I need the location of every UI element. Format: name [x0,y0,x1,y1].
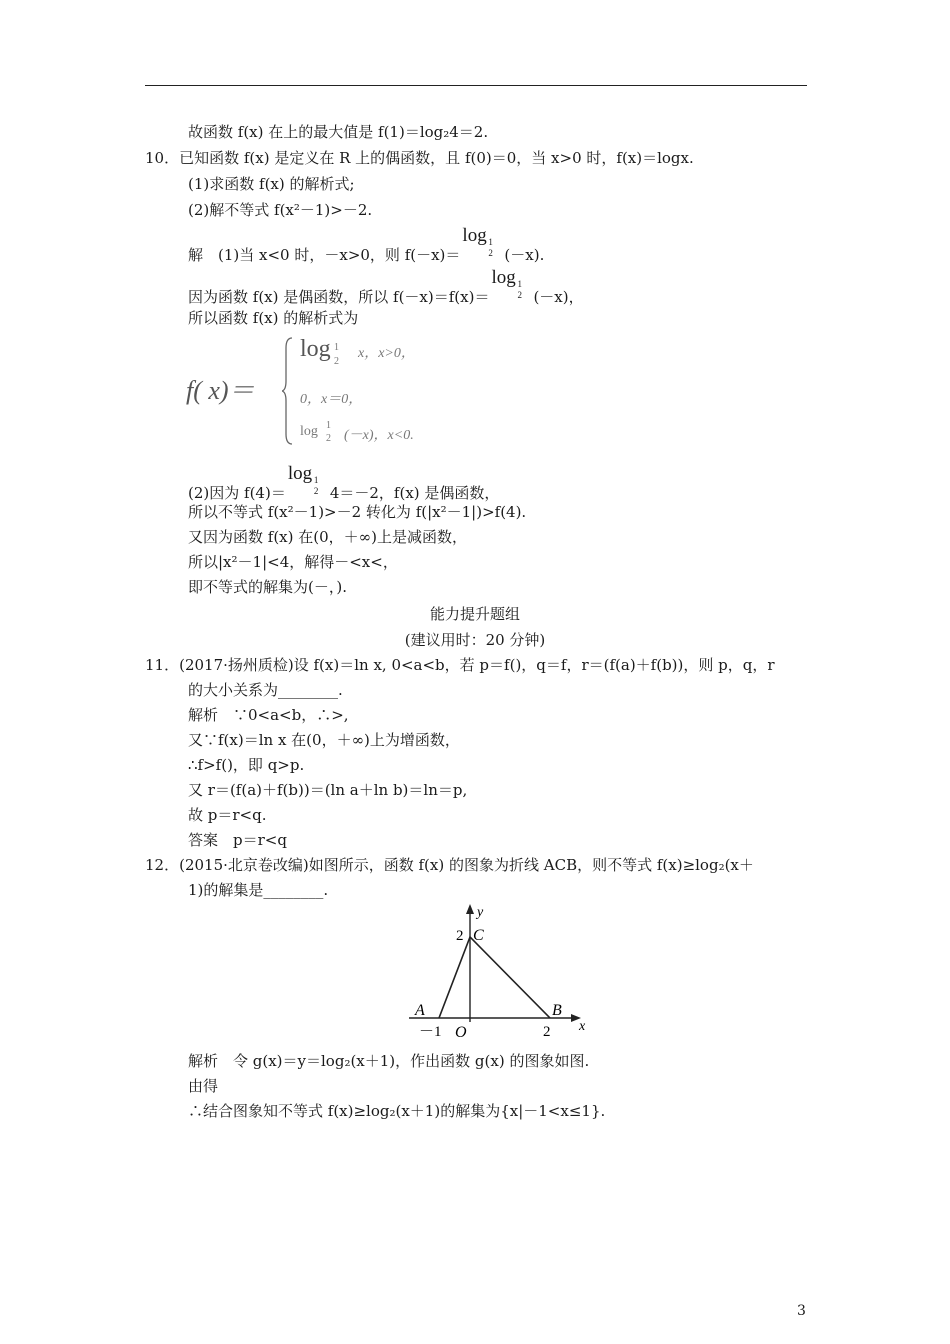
graph-figure [395,900,595,1045]
analysis-line: ∴结合图象知不等式 f(x)≥log₂(x＋1)的解集为{x|－1<x≤1}. [188,1102,606,1120]
solution-text: 4＝－2，f(x) 是偶函数， [329,484,500,502]
log-text: log [287,463,313,484]
y-tick-2: 2 [456,928,464,944]
log-text: log [300,336,331,362]
problem-10-stem: 10．已知函数 f(x) 是定义在 R 上的偶函数，且 f(0)＝0，当 x>0 时，f(x)＝logx. [145,149,694,167]
x-tick-2: 2 [543,1024,551,1040]
log-sub-den: 2 [326,433,331,444]
problem-11-blank: 的大小关系为________. [188,681,343,699]
log-sub-num: 1 [313,475,319,485]
analysis-line: 解析 令 g(x)＝y＝log₂(x＋1)，作出函数 g(x) 的图象如图. [188,1052,590,1070]
point-C-label: C [473,927,484,944]
piecewise-case-1: x，x>0， [358,346,415,361]
analysis-line: 解析 ∵0<a<b，∴>, [188,706,349,724]
solution-line [188,463,500,503]
piecewise-lhs: f( x)＝ [186,376,255,405]
log-sub-num: 1 [326,420,331,431]
solution-line: 又因为函数 f(x) 在(0，＋∞)上是减函数， [188,528,467,546]
log-text: log [462,225,487,246]
log-sub-den: 2 [334,356,339,367]
problem-12-blank: 1)的解集是________. [188,881,329,899]
piecewise-case-3: (－x)，x<0. [344,428,414,443]
log-sub-num: 1 [488,237,493,247]
analysis-line: 由得 [188,1077,219,1095]
solution-line: 所以|x²－1|<4，解得－<x<， [188,553,398,571]
x-tick-neg1: －1 [419,1024,442,1040]
solution-text: (－x)， [533,288,584,306]
solution-text: (－x). [504,246,545,264]
point-A-label: A [415,1002,425,1019]
problem-11-stem: 11．(2017·扬州质检)设 f(x)＝ln x, 0<a<b，若 p＝f()，q＝f，r＝(f(a)＋f(b))，则 p，q，r [145,656,775,674]
problem-10-part2: (2)解不等式 f(x²－1)>－2. [188,201,373,219]
solution-line [188,225,545,265]
solution-line: 即不等式的解集为(－，). [188,578,347,596]
analysis-line: 又 r＝(f(a)＋f(b))＝(ln a＋ln b)＝ln＝p, [188,781,468,799]
log-text: log [491,267,516,288]
solution-text: 解 (1)当 x<0 时，－x>0，则 f(－x)＝ [188,246,461,264]
log-text: log [300,424,318,439]
analysis-line: 故 p＝r<q. [188,806,267,824]
y-label: y [477,905,484,920]
log-sub-den: 2 [488,248,493,258]
solution-line: 所以不等式 f(x²－1)>－2 转化为 f(|x²－1|)>f(4). [188,503,527,521]
polyline-ACB [439,937,550,1018]
problem-12-stem: 12．(2015·北京卷改编)如图所示，函数 f(x) 的图象为折线 ACB，则不等式 f(x)≥log₂(x＋ [145,856,754,874]
problem-10-part1: (1)求函数 f(x) 的解析式; [188,175,355,193]
text-line: 故函数 f(x) 在上的最大值是 f(1)＝log₂4＝2. [188,123,489,141]
section-subtitle: (建议用时：20 分钟) [404,631,546,649]
log-half-expr [489,267,533,302]
y-axis-arrow-icon [466,904,474,914]
analysis-line: 又∵f(x)＝ln x 在(0，＋∞)上为增函数， [188,731,460,749]
piecewise-case-2: 0，x＝0， [300,392,363,407]
brace-icon [282,336,294,446]
header-rule [145,85,807,86]
log-half-expr [286,463,330,498]
log-sub-den: 2 [517,290,522,300]
section-title: 能力提升题组 [429,605,520,623]
solution-line: 所以函数 f(x) 的解析式为 [188,309,359,327]
log-sub-num: 1 [334,342,339,353]
piecewise-function [186,336,466,446]
log-sub-num: 1 [517,279,522,289]
solution-line [188,267,584,307]
solution-text: (2)因为 f(4)＝ [188,484,286,502]
solution-text: 因为函数 f(x) 是偶函数，所以 f(－x)＝f(x)＝ [188,288,490,306]
log-half-expr [460,225,504,260]
page-number: 3 [797,1303,806,1319]
x-label: x [579,1019,586,1034]
log-sub-den: 2 [313,486,319,496]
point-B-label: B [552,1002,562,1019]
origin-label: O [455,1024,467,1041]
answer-line: 答案 p＝r<q [188,831,287,849]
analysis-line: ∴f>f()，即 q>p. [188,756,305,774]
